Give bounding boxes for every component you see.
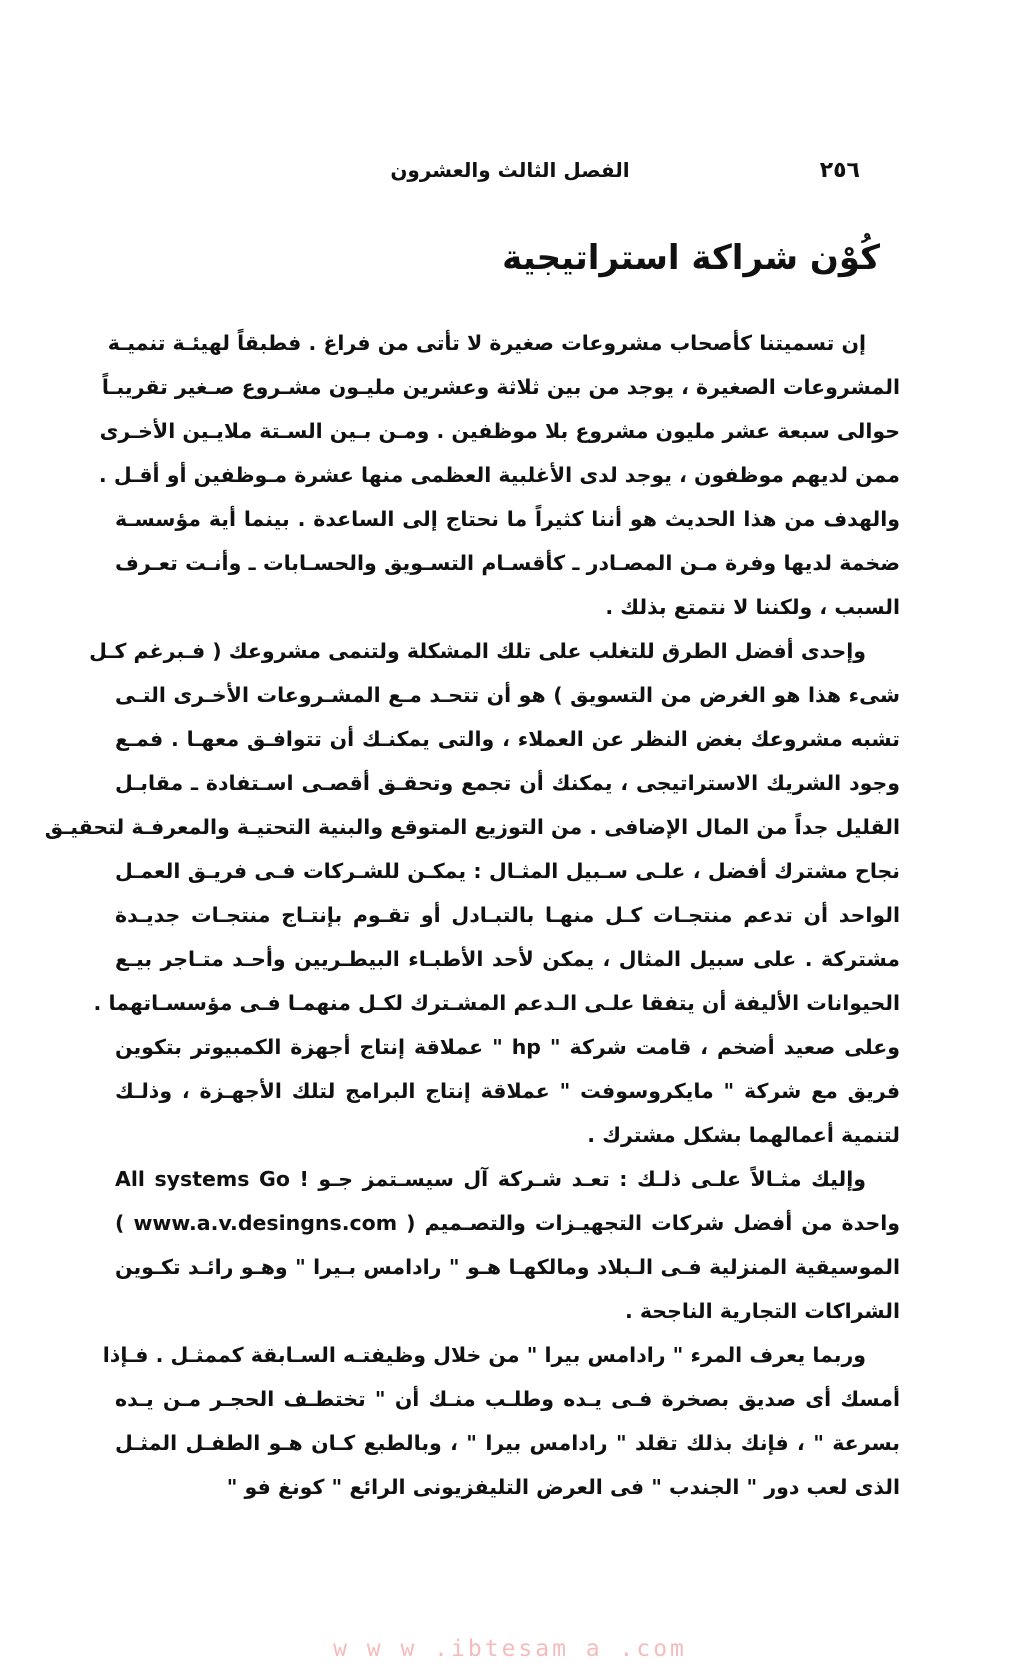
running-head [0, 158, 1020, 192]
text-line: الموسيقية المنزلية فـى الـبلاد ومالكهـا هـو " رادامس بـيرا " وهـو رائـد تكـوين [115, 1255, 900, 1279]
text-line: الحيوانات الأليفة أن يتفقا علـى الـدعم المشـترك لكـل منهمـا فـى مؤسسـاتهما . [93, 991, 900, 1015]
text-line: لتنمية أعمالهما بشكل مشترك . [587, 1123, 900, 1147]
text-line: إن تسميتنا كأصحاب مشروعات صغيرة لا تأتى من فراغ . فطبقاً لهيئـة تنميـة [107, 331, 866, 355]
text-line: الواحد أن تدعم منتجـات كـل منهـا بالتبـادل أو تقـوم بإنتـاج منتجـات جديـدة [115, 903, 900, 927]
text-line: نجاح مشترك أفضل ، علـى سـبيل المثـال : يمكـن للشـركات فـى فريـق العمـل [115, 859, 900, 883]
text-line: السبب ، ولكننا لا نتمتع بذلك . [605, 595, 900, 619]
text-line: وإليك مثـالاً علـى ذلـك : تعـد شـركة آل سيسـتمز جـو ! All systems Go [115, 1167, 866, 1191]
text-line: وعلى صعيد أضخم ، قامت شركة " hp " عملاقة إنتاج أجهزة الكمبيوتر بتكوين [115, 1035, 900, 1059]
body-text [44, 321, 900, 1509]
text-line: وربما يعرف المرء " رادامس بيرا " من خلال وظيفتـه السـابقة كممثـل . فـإذا [102, 1343, 866, 1367]
text-line: وجود الشريك الاستراتيجى ، يمكنك أن تجمع وتحقـق أقصـى اسـتفادة ـ مقابـل [115, 771, 900, 795]
text-line: والهدف من هذا الحديث هو أننا كثيراً ما نحتاج إلى الساعدة . بينما أية مؤسسـة [115, 507, 900, 531]
text-line: الذى لعب دور " الجندب " فى العرض التليفزيونى الرائع " كونغ فو " [226, 1475, 900, 1499]
text-line: المشروعات الصغيرة ، يوجد من بين ثلاثة وعشرين مليـون مشـروع صـغير تقريبـاً [101, 375, 900, 399]
text-line: مشتركة . على سبيل المثال ، يمكن لأحد الأطبـاء البيطـريين وأحـد متـاجر بيـع [115, 947, 900, 971]
text-line: تشبه مشروعك بغض النظر عن العملاء ، والتى يمكنـك أن تتوافـق معهـا . فمـع [115, 727, 900, 751]
text-line: ضخمة لديها وفرة مـن المصـادر ـ كأقسـام التسـويق والحسـابات ـ وأنـت تعـرف [115, 551, 900, 575]
chapter-title: الفصل الثالث والعشرون [390, 158, 630, 182]
text-line: القليل جداً من المال الإضافى . من التوزيع المتوقع والبنية التحتيـة والمعرفـة لتحقيـق [44, 815, 900, 839]
text-line: الشراكات التجارية الناجحة . [624, 1299, 900, 1323]
section-heading: كُوْن شراكة استراتيجية [502, 238, 880, 278]
text-line: ممن لديهم موظفون ، يوجد لدى الأغلبية العظمى منها عشرة مـوظفين أو أقـل . [98, 463, 900, 487]
watermark-url: w w w .ibtesam a .com [333, 1636, 687, 1662]
text-line: فريق مع شركة " مايكروسوفت " عملاقة إنتاج البرامج لتلك الأجهـزة ، وذلـك [115, 1079, 900, 1103]
text-line: حوالى سبعة عشر مليون مشروع بلا موظفين . ومـن بـين السـتة ملايـين الأخـرى [99, 419, 900, 443]
text-line: وإحدى أفضل الطرق للتغلب على تلك المشكلة ولتنمى مشروعك ( فـبرغم كـل [89, 639, 866, 663]
text-line: واحدة من أفضل شركات التجهيـزات والتصـميم ( www.a.v.desingns.com ) [115, 1211, 900, 1235]
page-number: ٢٥٦ [819, 158, 860, 183]
text-line: شىء هذا هو الغرض من التسويق ) هو أن تتحـد مـع المشـروعات الأخـرى التـى [115, 683, 900, 707]
text-line: بسرعة " ، فإنك بذلك تقلد " رادامس بيرا " ، وبالطبع كـان هـو الطفـل المثـل [115, 1431, 900, 1455]
text-line: أمسك أى صديق بصخرة فـى يـده وطلـب منـك أن " تختطـف الحجـر مـن يـده [115, 1387, 900, 1411]
